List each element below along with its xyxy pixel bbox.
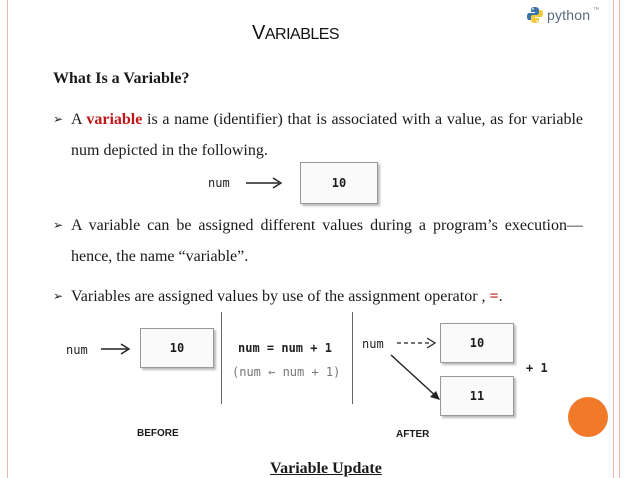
before-var-name: num [66, 343, 88, 357]
bullet-arrow-icon: ➢ [53, 289, 64, 303]
bullet-arrow-icon: ➢ [53, 218, 64, 232]
bullet-1 [53, 104, 583, 166]
bullet-1-before: A [71, 111, 87, 128]
python-logo-text: python [547, 7, 591, 23]
variable-update-caption: Variable Update [270, 460, 382, 477]
plus-one-label: + 1 [526, 361, 548, 375]
python-logo-tm: ™ [593, 7, 600, 13]
python-logo [526, 6, 599, 24]
right-border-line-1 [613, 0, 614, 478]
bullet-1-keyword: variable [86, 111, 143, 128]
bullet-3-operator: = [489, 288, 499, 305]
diagram1-var-name: num [208, 176, 230, 190]
after-old-value: 10 [469, 336, 485, 350]
bullet-3-before: Variables are assigned values by use of the assignment operator , [71, 288, 490, 305]
right-border-line-2 [619, 0, 620, 478]
bullet-1-after: is a name (identifier) that is associated with a value, as for variable num depicted in the following. [71, 111, 584, 159]
diagram1-value-box [300, 162, 378, 204]
bullet-3 [53, 281, 583, 312]
bullet-2-text: A variable can be assigned different values during a program’s execution—hence, the name “variable”. [71, 217, 583, 265]
after-new-value-box [440, 376, 514, 416]
separator-line-left [221, 312, 222, 404]
update-statement-paren: (num ← num + 1) [232, 365, 341, 379]
section-heading: What Is a Variable? [53, 70, 190, 87]
after-diagonal-arrow-icon [388, 352, 444, 404]
update-statement: num = num + 1 [238, 341, 332, 355]
before-caption: BEFORE [137, 428, 179, 439]
after-old-value-box [440, 323, 514, 363]
python-snake-icon [526, 6, 544, 24]
after-caption: AFTER [396, 429, 430, 440]
before-value-box [140, 328, 214, 368]
separator-line-right [352, 312, 353, 404]
slide-title-initial: V [252, 22, 265, 44]
bullet-3-after: . [498, 288, 503, 305]
bullet-2 [53, 210, 583, 272]
after-dashed-arrow-icon [396, 336, 438, 350]
before-value: 10 [169, 341, 185, 355]
bullet-arrow-icon: ➢ [53, 112, 64, 126]
decorative-orange-circle [568, 397, 608, 437]
diagram1-value: 10 [331, 176, 347, 190]
before-arrow-icon [100, 342, 132, 356]
diagram1-arrow-icon [245, 176, 285, 190]
after-var-name: num [362, 337, 384, 351]
slide-title-rest: ARIABLES [264, 26, 340, 43]
left-border-line [7, 0, 8, 478]
slide-title [252, 22, 339, 45]
after-new-value: 11 [469, 389, 485, 403]
